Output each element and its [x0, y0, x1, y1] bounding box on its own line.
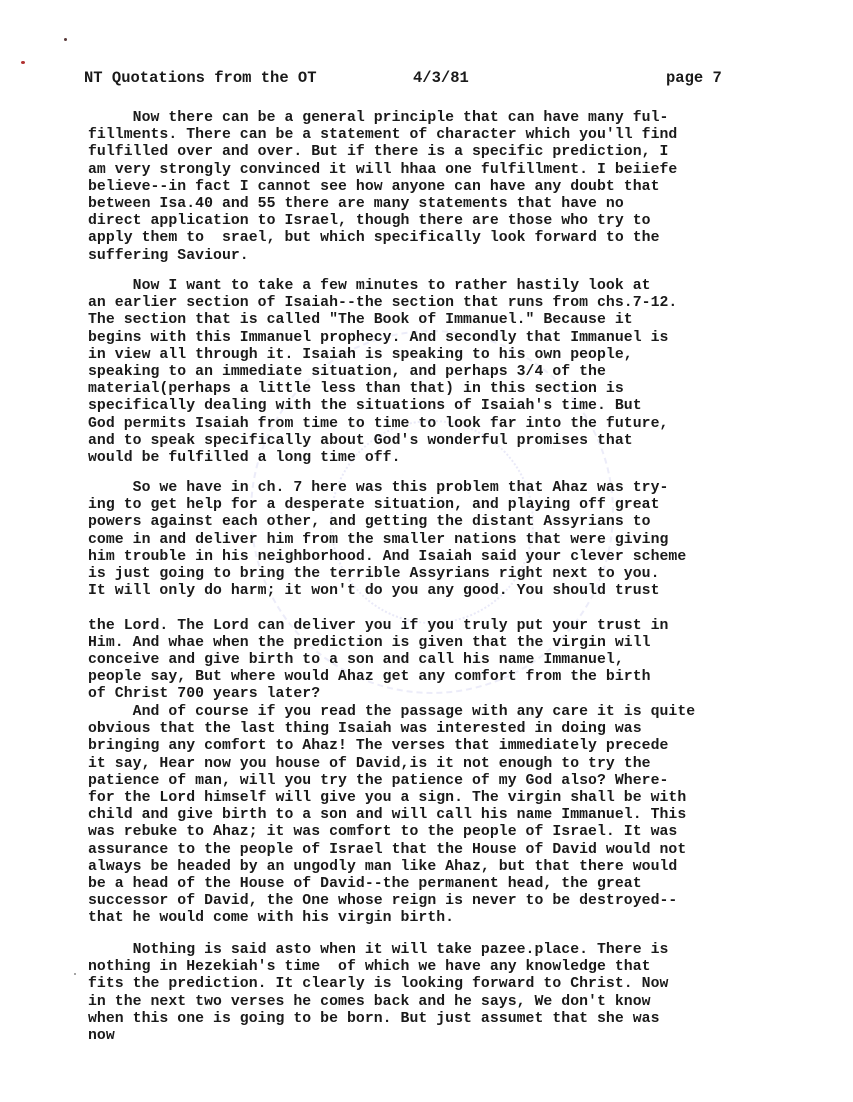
paragraph-4: And of course if you read the passage with any care it is quite obvious that the last thing Isaiah was interested in doing was bringing any comfort to Ahaz! The verses that immediately precede it say, Hear now you house of David,is it not enough to try the patience of man, will you try the patience of my God also? Where- for the Lord himself will give you a sign. The virgin shall be with child and give birth to a son and will call his name Immanuel. This was rebuke to Ahaz; it was comfort to the people of Israel. It was assurance to the people of Israel that the House of David would not always be headed by an ungodly man like Ahaz, but that there would be a head of the House of David--the permanent head, the great successor of David, the One whose reign is never to be destroyed-- that he would come with his virgin birth. [88, 704, 696, 927]
paragraph-1: Now there can be a general principle that can have many ful- fillments. There can be a statement of character which you'll find fulfilled over and over. But if there is a specific prediction, I am very strongly convinced it will hhaa one fulfillment. I beiiefe believe--in fact I cannot see how anyone can have any doubt that between Isa.40 and 55 there are many statements that have no direct application to Israel, though there are those who try to apply them to srael, but which specifically look forward to the suffering Saviour. [88, 110, 678, 264]
ink-speck [21, 61, 25, 64]
paragraph-3: So we have in ch. 7 here was this problem that Ahaz was try- ing to get help for a desperate situation, and playing off great powers against each other, and getting the distant Assyrians to come in and deliver him from the smaller nations that were giving him trouble in his neighborhood. And Isaiah said your clever scheme is just going to bring the terrible Assyrians right next to you. It will only do harm; it won't do you any good. You should trust the Lord. The Lord can deliver you if you truly put your trust in Him. And whae when the prediction is given that the virgin will conceive and give birth to a son and call his name Immanuel, people say, But where would Ahaz get any comfort from the birth of Christ 700 years later? [88, 480, 687, 703]
ink-speck [74, 973, 76, 975]
document-date: 4/3/81 [413, 69, 469, 87]
document-title: NT Quotations from the OT [84, 69, 317, 87]
page-number: page 7 [666, 69, 722, 87]
paragraph-5: Nothing is said asto when it will take pazee.place. There is nothing in Hezekiah's time of which we have any knowledge that fits the prediction. It clearly is looking forward to Christ. Now in the next two verses he comes back and he says, We don't know when this one is going to be born. But just assumet that she was now [88, 942, 669, 1045]
paragraph-2: Now I want to take a few minutes to rather hastily look at an earlier section of Isaiah--the section that runs from chs.7-12. The section that is called "The Book of Immanuel." Because it begins with this Immanuel prophecy. And secondly that Immanuel is in view all through it. Isaiah is speaking to his own people, speaking to an immediate situation, and perhaps 3/4 of the material(perhaps a little less than that) in this section is specifically dealing with the situations of Isaiah's time. But God permits Isaiah from time to time to look far into the future, and to speak specifically about God's wonderful promises that would be fulfilled a long time off. [88, 278, 678, 467]
page-header [84, 68, 744, 90]
ink-speck [64, 38, 67, 41]
